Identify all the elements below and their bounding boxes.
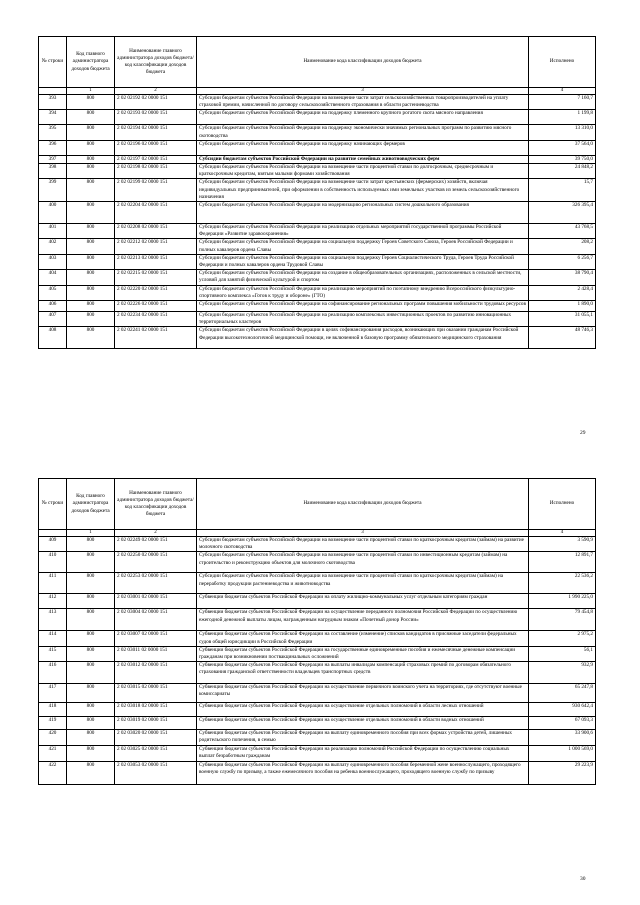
revenue-table — [38, 478, 596, 785]
cell-name: Субвенции бюджетам субъектов Российской Федерации на выплаты инвалидам компенсаций страховых премий по договорам обязательного страхования гражданской ответственности владельцев транспортных средств — [197, 662, 529, 684]
cell-name: Субвенции бюджетам субъектов Российской Федерации на выплату единовременного пособия беременной жене военнослужащего, проходящего военную службу по призыву, а также ежемесячного пособия на ребенка военнослужащего, проходящего военную службу по призыву — [197, 761, 529, 784]
cell-amount: 48 746,3 — [529, 327, 596, 349]
cell-num: 420 — [39, 730, 67, 746]
cell-num: 412 — [39, 594, 67, 609]
column-index-row — [39, 88, 596, 95]
cell-name: Субсидии бюджетам субъектов Российской Федерации на поддержку племенного крупного рогатого скота мясного направления — [197, 110, 529, 125]
cell-admin: 800 — [67, 312, 115, 327]
table-row — [39, 717, 596, 730]
cell-num: 398 — [39, 164, 67, 179]
cell-amount: 2 428,4 — [529, 285, 596, 300]
cell-admin: 800 — [67, 285, 115, 300]
column-index-cell — [39, 530, 67, 537]
cell-code: 2 02 03025 02 0000 151 — [115, 746, 197, 761]
cell-name: Субсидии бюджетам субъектов Российской Федерации на реализацию комплексных инвестиционных проектов по развитию инновационных территориальных кластеров — [197, 312, 529, 327]
page-number: 30 — [580, 876, 586, 882]
cell-admin: 800 — [67, 631, 115, 646]
cell-code: 2 02 02198 02 0000 151 — [115, 164, 197, 179]
table-row — [39, 239, 596, 254]
cell-code: 2 02 02196 02 0000 151 — [115, 140, 197, 155]
cell-num: 416 — [39, 662, 67, 684]
column-index-cell: 3 — [197, 88, 529, 95]
cell-name: Субвенции бюджетам субъектов Российской Федерации на оплату жилищно-коммунальных услуг отдельным категориям граждан — [197, 594, 529, 609]
column-index-cell — [39, 88, 67, 95]
cell-num: 399 — [39, 179, 67, 202]
cell-amount: 79 454,8 — [529, 609, 596, 631]
table-row — [39, 646, 596, 661]
cell-name: Субсидии бюджетам субъектов Российской Федерации на софинансирование региональных программ повышения мобильности трудовых ресурсов — [197, 301, 529, 312]
cell-admin: 800 — [67, 270, 115, 285]
cell-name: Субвенции бюджетам субъектов Российской Федерации на осуществление отдельных полномочий в области водных отношений — [197, 717, 529, 730]
table-row — [39, 327, 596, 349]
cell-admin: 800 — [67, 179, 115, 202]
cell-name: Субсидии бюджетам субъектов Российской Федерации на модернизацию региональных систем дошкольного образования — [197, 202, 529, 224]
cell-num: 417 — [39, 684, 67, 703]
table-row — [39, 684, 596, 703]
cell-amount: 31 055,1 — [529, 312, 596, 327]
cell-name: Субсидии бюджетам субъектов Российской Федерации на возмещение части процентной ставки по инвестиционным кредитам (займам) на строительство и реконструкцию объектов для молочного скотоводства — [197, 552, 529, 573]
header-amount: Исполнено — [529, 37, 596, 88]
cell-name: Субсидии бюджетам субъектов Российской Федерации на поддержку начинающих фермеров — [197, 140, 529, 155]
cell-name: Субвенции бюджетам субъектов Российской Федерации на выплату единовременного пособия при всех формах устройства детей, лишенных родительского попечения, в семью — [197, 730, 529, 746]
cell-num: 393 — [39, 95, 67, 110]
header-admin-code: Код главного администратора доходов бюджета — [67, 37, 115, 88]
table-row — [39, 179, 596, 202]
table-row — [39, 202, 596, 224]
cell-amount: 12 891,7 — [529, 552, 596, 573]
table-row — [39, 761, 596, 784]
cell-name: Субсидии бюджетам субъектов Российской Федерации на возмещение части затрат сельскохозяйственных товаропроизводителей на уплату страховой премии, начисленной по договору сельскохозяйственного страхования в области растениеводства — [197, 95, 529, 110]
header-name: Наименование кода классификации доходов бюджета — [197, 479, 529, 530]
table-row — [39, 573, 596, 594]
cell-amount: 39 750,0 — [529, 155, 596, 163]
cell-code: 2 02 03004 02 0000 151 — [115, 609, 197, 631]
header-name: Наименование кода классификации доходов бюджета — [197, 37, 529, 88]
cell-amount: 3 590,9 — [529, 537, 596, 552]
cell-amount: 932,9 — [529, 662, 596, 684]
header-amount: Исполнено — [529, 479, 596, 530]
cell-code: 2 02 03001 02 0000 151 — [115, 594, 197, 609]
table-row — [39, 285, 596, 300]
table-row — [39, 730, 596, 746]
column-index-cell: 2 — [115, 88, 197, 95]
cell-name: Субвенции бюджетам субъектов Российской Федерации на составление (изменение) списков кандидатов в присяжные заседатели федеральных судов общей юрисдикции в Российской Федерации — [197, 631, 529, 646]
cell-admin: 800 — [67, 254, 115, 269]
table-row — [39, 270, 596, 285]
column-index-cell: 4 — [529, 88, 596, 95]
header-code: Наименование главного администратора доходов бюджета/ код классификации доходов бюджета — [115, 479, 197, 530]
cell-code: 2 02 02212 02 0000 151 — [115, 239, 197, 254]
header-row-number: № строки — [39, 37, 67, 88]
cell-admin: 800 — [67, 224, 115, 239]
cell-admin: 800 — [67, 164, 115, 179]
cell-num: 408 — [39, 327, 67, 349]
cell-amount: 33 900,6 — [529, 730, 596, 746]
cell-admin: 800 — [67, 746, 115, 761]
cell-admin: 800 — [67, 609, 115, 631]
cell-code: 2 02 02199 02 0000 151 — [115, 179, 197, 202]
cell-admin: 800 — [67, 646, 115, 661]
cell-admin: 800 — [67, 573, 115, 594]
column-index-cell: 3 — [197, 530, 529, 537]
header-row-number: № строки — [39, 479, 67, 530]
cell-code: 2 02 03020 02 0000 151 — [115, 730, 197, 746]
cell-code: 2 02 03015 02 0000 151 — [115, 684, 197, 703]
page-number: 29 — [580, 430, 586, 436]
table-row — [39, 125, 596, 140]
cell-admin: 800 — [67, 110, 115, 125]
table-row — [39, 662, 596, 684]
cell-num: 404 — [39, 270, 67, 285]
cell-admin: 800 — [67, 327, 115, 349]
table-row — [39, 140, 596, 155]
cell-num: 413 — [39, 609, 67, 631]
cell-num: 401 — [39, 224, 67, 239]
cell-num: 395 — [39, 125, 67, 140]
table-row — [39, 537, 596, 552]
cell-name: Субсидии бюджетам субъектов Российской Федерации на создание в общеобразовательных организациях, расположенных в сельской местности, условий для занятий физической культурой и спортом — [197, 270, 529, 285]
cell-num: 400 — [39, 202, 67, 224]
cell-admin: 800 — [67, 684, 115, 703]
cell-num: 396 — [39, 140, 67, 155]
cell-num: 406 — [39, 301, 67, 312]
cell-code: 2 02 02204 02 0000 151 — [115, 202, 197, 224]
cell-admin: 800 — [67, 703, 115, 717]
cell-amount: 38 790,4 — [529, 270, 596, 285]
cell-code: 2 02 02192 02 0000 151 — [115, 95, 197, 110]
cell-amount: 1 199,8 — [529, 110, 596, 125]
column-index-cell: 1 — [67, 530, 115, 537]
cell-code: 2 02 03018 02 0000 151 — [115, 703, 197, 717]
cell-num: 394 — [39, 110, 67, 125]
cell-name: Субсидии бюджетам субъектов Российской Федерации на социальную поддержку Героев Социалистического Труда, Героев Труда Российской Федерации и полных кавалеров ордена Трудовой Славы — [197, 254, 529, 269]
cell-admin: 800 — [67, 95, 115, 110]
cell-admin: 800 — [67, 761, 115, 784]
table-row — [39, 164, 596, 179]
cell-amount: 13 310,0 — [529, 125, 596, 140]
cell-num: 410 — [39, 552, 67, 573]
cell-name: Субвенции бюджетам субъектов Российской Федерации на реализацию полномочий Российской Федерации по осуществлению социальных выплат безработным гражданам — [197, 746, 529, 761]
table-page-2 — [38, 478, 595, 785]
table-row — [39, 609, 596, 631]
cell-name: Субсидии бюджетам субъектов Российской Федерации в целях софинансирования расходов, возникающих при оказании гражданам Российской Федерации высокотехнологичной медицинской помощи, не включенной в базовую программу обязательного медицинского страхования — [197, 327, 529, 349]
cell-name: Субсидии бюджетам субъектов Российской Федерации на возмещение части процентной ставки по долгосрочным, среднесрочным и краткосрочным кредитам, взятым малыми формами хозяйствования — [197, 164, 529, 179]
cell-admin: 800 — [67, 537, 115, 552]
cell-code: 2 02 02220 02 0000 151 — [115, 285, 197, 300]
cell-code: 2 02 02234 02 0000 151 — [115, 312, 197, 327]
cell-admin: 800 — [67, 717, 115, 730]
cell-amount: 65 247,8 — [529, 684, 596, 703]
cell-name: Субвенции бюджетам субъектов Российской Федерации на осуществление отдельных полномочий в области лесных отношений — [197, 703, 529, 717]
cell-name: Субсидии бюджетам субъектов Российской Федерации на возмещение части затрат крестьянских (фермерских) хозяйств, включая индивидуальных предпринимателей, при оформлении в собственность используемых ими земельных участков из земель сельскохозяйственного назначения — [197, 179, 529, 202]
column-index-cell: 1 — [67, 88, 115, 95]
cell-amount: 22 536,2 — [529, 573, 596, 594]
cell-name: Субвенции бюджетам субъектов Российской Федерации на осуществление переданного полномочия Российской Федерации по осуществлению ежегодной денежной выплаты лицам, награжденным нагрудным знаком «Почетный донор России» — [197, 609, 529, 631]
cell-num: 418 — [39, 703, 67, 717]
cell-code: 2 02 03053 02 0000 151 — [115, 761, 197, 784]
cell-admin: 800 — [67, 125, 115, 140]
cell-code: 2 02 02194 02 0000 151 — [115, 125, 197, 140]
cell-num: 419 — [39, 717, 67, 730]
cell-code: 2 02 02215 02 0000 151 — [115, 270, 197, 285]
cell-num: 409 — [39, 537, 67, 552]
cell-name: Субсидии бюджетам субъектов Российской Федерации на поддержку экономически значимых региональных программ по развитию мясного скотоводства — [197, 125, 529, 140]
cell-code: 2 02 02193 02 0000 151 — [115, 110, 197, 125]
table-row — [39, 312, 596, 327]
cell-amount: 37 564,0 — [529, 140, 596, 155]
cell-amount: 6 256,7 — [529, 254, 596, 269]
table-row — [39, 552, 596, 573]
cell-amount: 1 990 225,0 — [529, 594, 596, 609]
cell-name: Субвенции бюджетам субъектов Российской Федерации на осуществление первичного воинского учета на территориях, где отсутствуют военные комиссариаты — [197, 684, 529, 703]
cell-code: 2 02 02197 02 0000 151 — [115, 155, 197, 163]
table-row — [39, 703, 596, 717]
table-page-1 — [38, 36, 595, 349]
cell-admin: 800 — [67, 662, 115, 684]
cell-admin: 800 — [67, 301, 115, 312]
table-row — [39, 95, 596, 110]
cell-num: 421 — [39, 746, 67, 761]
cell-num: 403 — [39, 254, 67, 269]
cell-code: 2 02 02226 02 0000 151 — [115, 301, 197, 312]
column-index-row — [39, 530, 596, 537]
cell-num: 405 — [39, 285, 67, 300]
cell-code: 2 02 02253 02 0000 151 — [115, 573, 197, 594]
header-admin-code: Код главного администратора доходов бюджета — [67, 479, 115, 530]
table-row — [39, 155, 596, 163]
cell-num: 422 — [39, 761, 67, 784]
cell-admin: 800 — [67, 140, 115, 155]
cell-code: 2 02 02250 02 0000 151 — [115, 552, 197, 573]
cell-amount: 930 642,4 — [529, 703, 596, 717]
cell-amount: 67 093,3 — [529, 717, 596, 730]
cell-amount: 29 223,9 — [529, 761, 596, 784]
header-code: Наименование главного администратора доходов бюджета/ код классификации доходов бюджета — [115, 37, 197, 88]
cell-num: 415 — [39, 646, 67, 661]
cell-amount: 24 848,2 — [529, 164, 596, 179]
cell-name: Субсидии бюджетам субъектов Российской Федерации на возмещение части процентной ставки по краткосрочным кредитам (займам) на переработку продукции растениеводства и животноводства — [197, 573, 529, 594]
table-row — [39, 746, 596, 761]
cell-code: 2 02 03019 02 0000 151 — [115, 717, 197, 730]
header-row — [39, 37, 596, 88]
cell-amount: 326 395,4 — [529, 202, 596, 224]
cell-amount: 15,7 — [529, 179, 596, 202]
cell-code: 2 02 02208 02 0000 151 — [115, 224, 197, 239]
cell-name: Субсидии бюджетам субъектов Российской Федерации на социальную поддержку Героев Советского Союза, Героев Российской Федерации и полных кавалеров ордена Славы — [197, 239, 529, 254]
cell-admin: 800 — [67, 239, 115, 254]
cell-code: 2 02 02241 02 0000 151 — [115, 327, 197, 349]
revenue-table — [38, 36, 596, 349]
column-index-cell: 2 — [115, 530, 197, 537]
cell-admin: 800 — [67, 155, 115, 163]
cell-num: 407 — [39, 312, 67, 327]
cell-code: 2 02 02213 02 0000 151 — [115, 254, 197, 269]
column-index-cell: 4 — [529, 530, 596, 537]
cell-code: 2 02 03011 02 0000 151 — [115, 646, 197, 661]
cell-amount: 2 975,2 — [529, 631, 596, 646]
cell-admin: 800 — [67, 202, 115, 224]
table-row — [39, 594, 596, 609]
table-row — [39, 110, 596, 125]
cell-name: Субсидии бюджетам субъектов Российской Федерации на возмещение части процентной ставки по краткосрочным кредитам (займам) на развитие молочного скотоводства — [197, 537, 529, 552]
cell-num: 411 — [39, 573, 67, 594]
table-row — [39, 301, 596, 312]
cell-amount: 1 000 569,0 — [529, 746, 596, 761]
cell-admin: 800 — [67, 594, 115, 609]
table-row — [39, 631, 596, 646]
cell-amount: 56,1 — [529, 646, 596, 661]
cell-num: 397 — [39, 155, 67, 163]
cell-code: 2 02 02249 02 0000 151 — [115, 537, 197, 552]
cell-name: Субсидии бюджетам субъектов Российской Федерации на развитие семейных животноводческих ферм — [197, 155, 529, 163]
table-row — [39, 224, 596, 239]
cell-amount: 1 890,0 — [529, 301, 596, 312]
table-row — [39, 254, 596, 269]
cell-admin: 800 — [67, 730, 115, 746]
cell-name: Субвенции бюджетам субъектов Российской Федерации на государственные единовременные пособия и ежемесячные денежные компенсации гражданам при возникновении поствакцинальных осложнений — [197, 646, 529, 661]
cell-code: 2 02 03012 02 0000 151 — [115, 662, 197, 684]
header-row — [39, 479, 596, 530]
cell-amount: 43 768,5 — [529, 224, 596, 239]
cell-num: 414 — [39, 631, 67, 646]
cell-admin: 800 — [67, 552, 115, 573]
cell-name: Субсидии бюджетам субъектов Российской Федерации на реализацию мероприятий по поэтапному внедрению Всероссийского физкультурно-спортивного комплекса «Готов к труду и обороне» (ГТО) — [197, 285, 529, 300]
cell-num: 402 — [39, 239, 67, 254]
cell-amount: 7 160,7 — [529, 95, 596, 110]
cell-amount: 208,2 — [529, 239, 596, 254]
cell-name: Субсидии бюджетам субъектов Российской Федерации на реализацию отдельных мероприятий государственной программы Российской Федерации «Развитие здравоохранения» — [197, 224, 529, 239]
cell-code: 2 02 03007 02 0000 151 — [115, 631, 197, 646]
